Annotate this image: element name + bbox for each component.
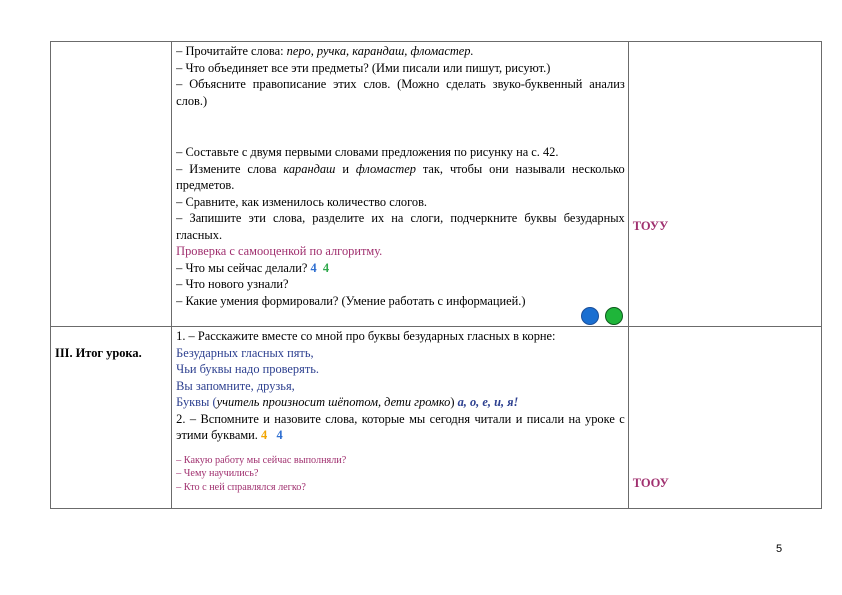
- text-line: [176, 161, 625, 194]
- text-span: так, чтобы они называли несколько предметов.: [176, 161, 625, 192]
- stage-cell: [51, 42, 172, 327]
- check-note: Проверка с самооценкой по алгоритму.: [176, 244, 383, 258]
- text-span: Буквы (: [176, 395, 217, 409]
- vowel-letters: а, о, е, и, я!: [457, 395, 519, 409]
- page-number: 5: [776, 543, 783, 555]
- competence-code: ТООУ: [632, 476, 669, 490]
- green-circle-icon: [605, 307, 623, 325]
- text-line: – Что объединяет все эти предметы? (Ими писали или пишут, рисуют.): [176, 60, 551, 75]
- blue-circle-icon: [581, 307, 599, 325]
- poem-line: Безударных гласных пять,: [176, 345, 314, 360]
- text-line: – Запишите эти слова, разделите их на слоги, подчеркните буквы безударных гласных.: [176, 211, 625, 242]
- content-cell: [172, 327, 629, 509]
- text-span: – Что мы сейчас делали?: [176, 260, 311, 275]
- text-span: 2. – Вспомните и назовите слова, которые мы сегодня читали и писали на уроке с этими буквами.: [176, 411, 625, 442]
- table-row: [51, 327, 822, 509]
- question-line: – Чему научились?: [176, 468, 259, 480]
- lesson-plan-table: [50, 41, 822, 509]
- text-line: – Объясните правописание этих слов. (Можно сделать звуко-буквенный анализ слов.): [176, 77, 625, 108]
- italic-word: фломастер: [355, 161, 416, 176]
- text-span: и: [335, 161, 356, 176]
- mark-blue: 4: [276, 428, 283, 442]
- text-line: [176, 411, 625, 444]
- text-line: [176, 260, 625, 277]
- mark-blue: 4: [310, 260, 317, 275]
- text-span: – Измените слова: [176, 161, 284, 176]
- stage-label: [51, 42, 171, 61]
- italic-word: карандаш: [283, 161, 336, 176]
- poem-line: Вы запомните, друзья,: [176, 378, 295, 393]
- text-span: ): [450, 395, 458, 409]
- code-cell: [628, 42, 821, 327]
- italic-words: перо, ручка, карандаш, фломастер.: [286, 44, 474, 58]
- code-cell: [628, 327, 821, 509]
- question-line: – Кто с ней справлялся легко?: [176, 481, 306, 493]
- poem-line: [176, 394, 625, 411]
- text-line: – Что нового узнали?: [176, 277, 289, 291]
- mark-green: 4: [322, 260, 330, 275]
- stage-label: III. Итог урока.: [55, 346, 142, 360]
- table-row: [51, 42, 822, 327]
- text-line: 1. – Расскажите вместе со мной про буквы безударных гласных в корне:: [176, 329, 556, 343]
- text-line: – Сравните, как изменилось количество слогов.: [176, 194, 428, 209]
- mark-orange: 4: [261, 428, 268, 442]
- italic-note: учитель произносит шёпотом, дети громко: [216, 395, 451, 409]
- text-line: [176, 43, 625, 60]
- stage-cell: [51, 327, 172, 509]
- text-line: – Составьте с двумя первыми словами предложения по рисунку на с. 42.: [176, 145, 559, 159]
- competence-code: ТОУУ: [632, 219, 669, 233]
- text-line: – Какие умения формировали? (Умение работать с информацией.): [176, 293, 526, 308]
- text-span: – Прочитайте слова:: [176, 44, 287, 58]
- poem-line: Чьи буквы надо проверять.: [176, 362, 319, 376]
- question-line: – Какую работу мы сейчас выполняли?: [176, 454, 347, 466]
- content-cell: [172, 42, 629, 327]
